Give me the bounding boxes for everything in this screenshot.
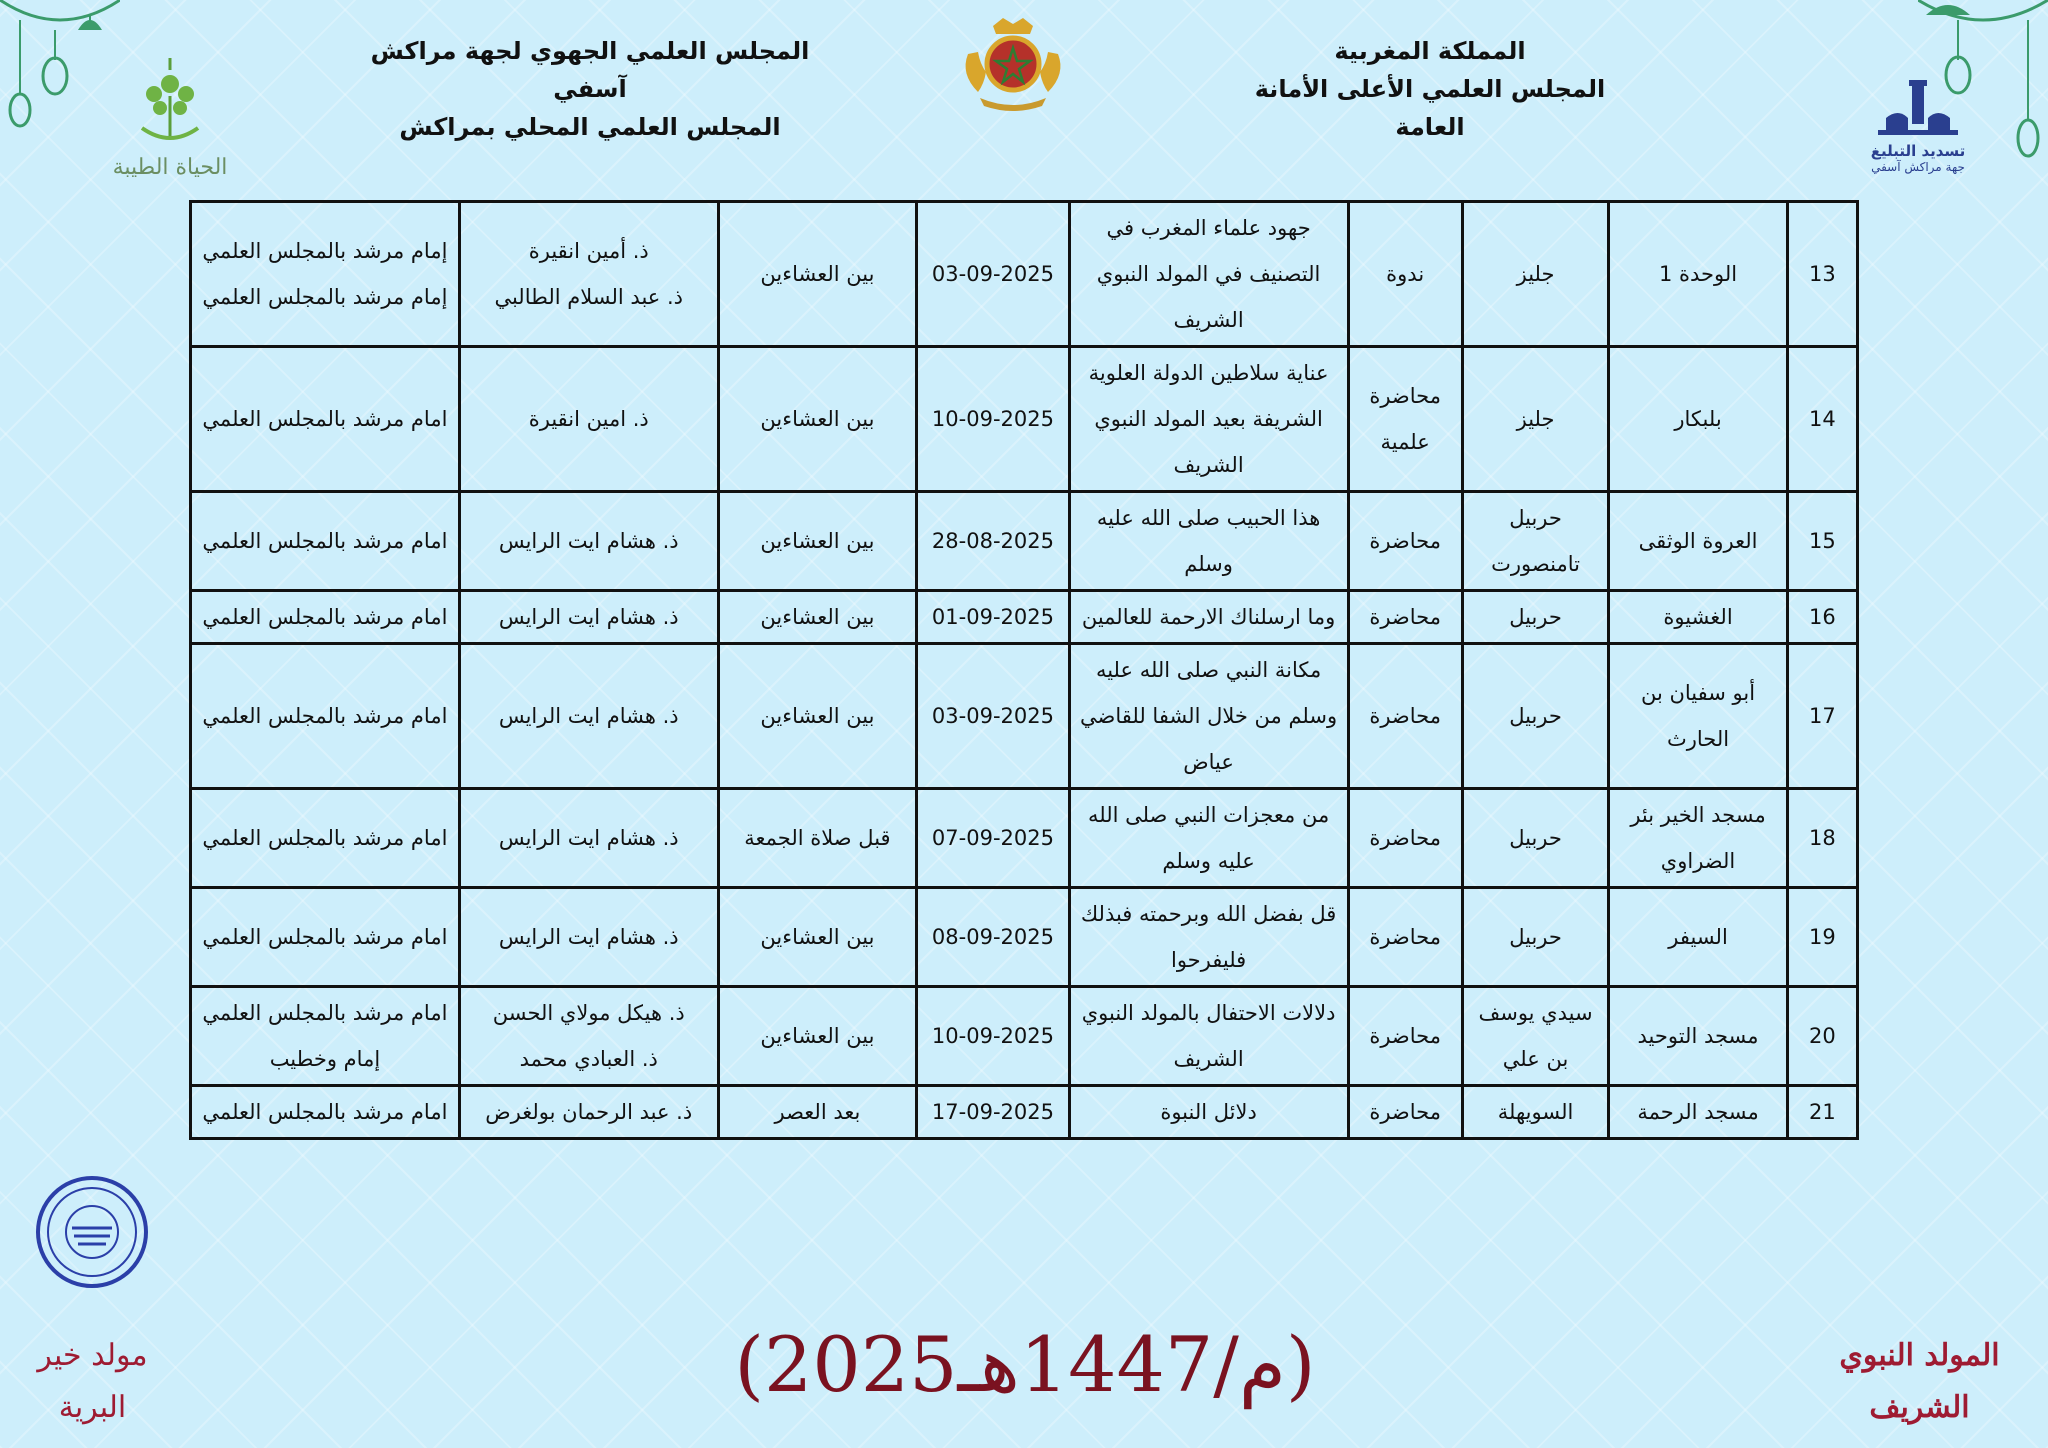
topic-cell: وما ارسلناك الارحمة للعالمين: [1069, 591, 1348, 644]
official-stamp-icon: [32, 1172, 152, 1292]
tree-icon: [110, 46, 230, 151]
role-cell: امام مرشد بالمجلس العلمي: [191, 789, 460, 888]
date-cell: 01-09-2025: [917, 591, 1069, 644]
hayat-tayyiba-label: الحياة الطيبة: [112, 155, 228, 180]
row-number-cell: 16: [1787, 591, 1857, 644]
row-number-cell: 18: [1787, 789, 1857, 888]
role-cell: امام مرشد بالمجلس العلمي: [191, 888, 460, 987]
role-cell: إمام مرشد بالمجلس العلمي إمام مرشد بالمجلس العلمي: [191, 202, 460, 347]
tasdid-tabligh-logo: [1868, 78, 1968, 182]
mosque-cell: السيفر: [1609, 888, 1788, 987]
speaker-cell: ذ. هيكل مولاي الحسن ذ. العبادي محمد: [459, 987, 718, 1086]
role-cell: امام مرشد بالمجلس العلمي: [191, 1086, 460, 1139]
topic-cell: مكانة النبي صلى الله عليه وسلم من خلال الشفا للقاضي عياض: [1069, 644, 1348, 789]
area-cell: جليز: [1462, 202, 1608, 347]
topic-cell: قل بفضل الله وبرحمته فبذلك فليفرحوا: [1069, 888, 1348, 987]
table-row: [191, 591, 1858, 644]
table-row: [191, 1086, 1858, 1139]
row-number-cell: 19: [1787, 888, 1857, 987]
activity-type-cell: محاضرة: [1348, 492, 1462, 591]
royal-emblem-icon: [958, 14, 1068, 114]
activity-type-cell: محاضرة: [1348, 987, 1462, 1086]
header-council-line1: المجلس العلمي الجهوي لجهة مراكش آسفي: [370, 37, 810, 103]
table-row: [191, 347, 1858, 492]
date-cell: 10-09-2025: [917, 347, 1069, 492]
table-row: [191, 789, 1858, 888]
header-kingdom-line1: المملكة المغربية: [1334, 37, 1526, 65]
speaker-cell: ذ. هشام ايت الرايس: [459, 591, 718, 644]
speaker-cell: ذ. عبد الرحمان بولغرض: [459, 1086, 718, 1139]
time-cell: بين العشاءين: [718, 888, 917, 987]
area-cell: جليز: [1462, 347, 1608, 492]
mosque-cell: الغشيوة: [1609, 591, 1788, 644]
table-row: [191, 987, 1858, 1086]
role-cell: امام مرشد بالمجلس العلمي: [191, 591, 460, 644]
row-number-cell: 14: [1787, 347, 1857, 492]
date-cell: 10-09-2025: [917, 987, 1069, 1086]
activity-type-cell: محاضرة علمية: [1348, 347, 1462, 492]
header-kingdom: [1220, 32, 1640, 146]
mosque-cell: العروة الوثقى: [1609, 492, 1788, 591]
mosque-cell: مسجد الخير بئر الضراوي: [1609, 789, 1788, 888]
role-cell: امام مرشد بالمجلس العلمي: [191, 347, 460, 492]
time-cell: بين العشاءين: [718, 644, 917, 789]
role-cell: امام مرشد بالمجلس العلمي: [191, 492, 460, 591]
program-table-body: [191, 202, 1858, 1139]
area-cell: حربيل تامنصورت: [1462, 492, 1608, 591]
topic-cell: عناية سلاطين الدولة العلوية الشريفة بعيد المولد النبوي الشريف: [1069, 347, 1348, 492]
calligraphy-right-text: المولد النبوي الشريف: [1839, 1338, 2000, 1425]
date-cell: 17-09-2025: [917, 1086, 1069, 1139]
tasdid-tabligh-label: تسديد التبليغ: [1870, 142, 1966, 160]
time-cell: بين العشاءين: [718, 202, 917, 347]
row-number-cell: 17: [1787, 644, 1857, 789]
area-cell: سيدي يوسف بن علي: [1462, 987, 1608, 1086]
speaker-cell: ذ. هشام ايت الرايس: [459, 644, 718, 789]
activity-type-cell: محاضرة: [1348, 789, 1462, 888]
area-cell: حربيل: [1462, 644, 1608, 789]
time-cell: بين العشاءين: [718, 591, 917, 644]
header-kingdom-line2: المجلس العلمي الأعلى الأمانة العامة: [1254, 75, 1606, 141]
table-row: [191, 492, 1858, 591]
speaker-cell: ذ. هشام ايت الرايس: [459, 888, 718, 987]
topic-cell: دلالات الاحتفال بالمولد النبوي الشريف: [1069, 987, 1348, 1086]
program-table: [189, 200, 1859, 1140]
lantern-decoration-left: [0, 0, 120, 170]
time-cell: بعد العصر: [718, 1086, 917, 1139]
speaker-cell: ذ. هشام ايت الرايس: [459, 789, 718, 888]
role-cell: امام مرشد بالمجلس العلمي إمام وخطيب: [191, 987, 460, 1086]
topic-cell: دلائل النبوة: [1069, 1086, 1348, 1139]
table-row: [191, 888, 1858, 987]
mosque-cell: مسجد الرحمة: [1609, 1086, 1788, 1139]
activity-type-cell: محاضرة: [1348, 1086, 1462, 1139]
mosque-cell: الوحدة 1: [1609, 202, 1788, 347]
activity-type-cell: محاضرة: [1348, 591, 1462, 644]
footer-year: (2025م/1447هـ): [734, 1320, 1316, 1409]
mosque-cell: مسجد التوحيد: [1609, 987, 1788, 1086]
activity-type-cell: محاضرة: [1348, 888, 1462, 987]
topic-cell: هذا الحبيب صلى الله عليه وسلم: [1069, 492, 1348, 591]
calligraphy-right: [1812, 1330, 2027, 1435]
mosque-cell: بلبكار: [1609, 347, 1788, 492]
time-cell: بين العشاءين: [718, 987, 917, 1086]
hayat-tayyiba-logo: [110, 46, 230, 181]
time-cell: بين العشاءين: [718, 492, 917, 591]
calligraphy-left-text: مولد خير البرية: [37, 1338, 148, 1425]
tasdid-tabligh-sublabel: جهة مراكش آسفي: [1871, 160, 1965, 174]
time-cell: قبل صلاة الجمعة: [718, 789, 917, 888]
date-cell: 28-08-2025: [917, 492, 1069, 591]
area-cell: السويهلة: [1462, 1086, 1608, 1139]
date-cell: 08-09-2025: [917, 888, 1069, 987]
speaker-cell: ذ. أمين انقيرة ذ. عبد السلام الطالبي: [459, 202, 718, 347]
time-cell: بين العشاءين: [718, 347, 917, 492]
row-number-cell: 20: [1787, 987, 1857, 1086]
date-cell: 07-09-2025: [917, 789, 1069, 888]
area-cell: حربيل: [1462, 789, 1608, 888]
header-council: [330, 32, 850, 146]
activity-type-cell: ندوة: [1348, 202, 1462, 347]
mosque-cell: أبو سفيان بن الحارث: [1609, 644, 1788, 789]
table-row: [191, 202, 1858, 347]
role-cell: امام مرشد بالمجلس العلمي: [191, 644, 460, 789]
header-council-line2: المجلس العلمي المحلي بمراكش: [399, 113, 781, 141]
speaker-cell: ذ. امين انقيرة: [459, 347, 718, 492]
date-cell: 03-09-2025: [917, 644, 1069, 789]
mosque-tower-icon: [1868, 78, 1968, 138]
row-number-cell: 21: [1787, 1086, 1857, 1139]
table-row: [191, 644, 1858, 789]
area-cell: حربيل: [1462, 591, 1608, 644]
speaker-cell: ذ. هشام ايت الرايس: [459, 492, 718, 591]
calligraphy-left: [10, 1330, 175, 1435]
topic-cell: من معجزات النبي صلى الله عليه وسلم: [1069, 789, 1348, 888]
row-number-cell: 15: [1787, 492, 1857, 591]
activity-type-cell: محاضرة: [1348, 644, 1462, 789]
date-cell: 03-09-2025: [917, 202, 1069, 347]
area-cell: حربيل: [1462, 888, 1608, 987]
topic-cell: جهود علماء المغرب في التصنيف في المولد النبوي الشريف: [1069, 202, 1348, 347]
row-number-cell: 13: [1787, 202, 1857, 347]
